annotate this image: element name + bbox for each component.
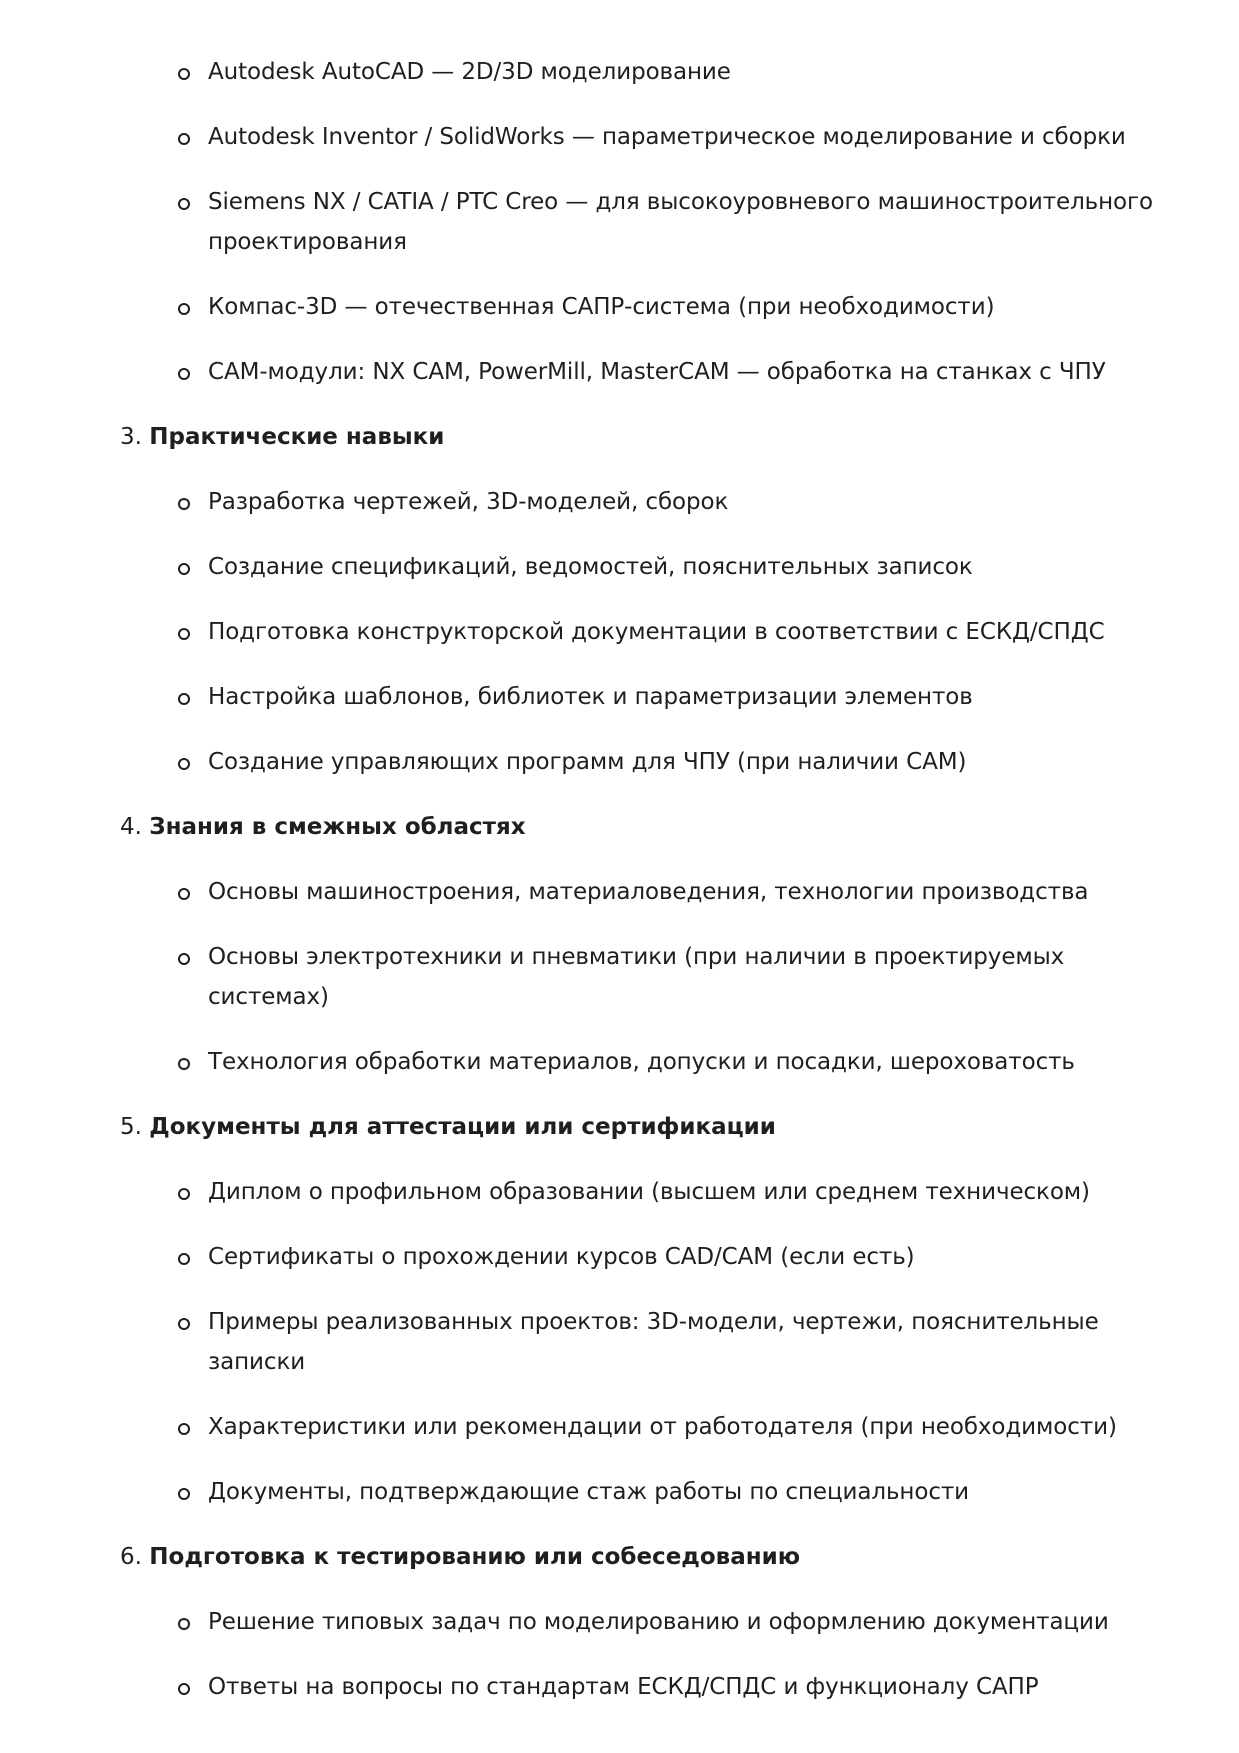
list-item (0, 182, 1239, 262)
list-item-text: Основы электротехники и пневматики (при наличии в проектируемых системах) (208, 944, 1065, 1010)
sub-list (0, 52, 1239, 392)
list-item (0, 1042, 1239, 1082)
circle-bullet-icon (178, 133, 190, 145)
circle-bullet-icon (178, 1618, 190, 1630)
list-item-text: Siemens NX / CATIA / PTC Creo — для высокоуровневого машиностроительного проектирования (208, 189, 1153, 255)
sub-list (0, 1602, 1239, 1707)
list-item-text: Технология обработки материалов, допуски и посадки, шероховатость (208, 1049, 1075, 1075)
circle-bullet-icon (178, 563, 190, 575)
list-item (0, 352, 1239, 392)
list-item-text: Характеристики или рекомендации от работодателя (при необходимости) (208, 1414, 1117, 1440)
section-number: 4. (120, 814, 142, 840)
list-item (0, 547, 1239, 587)
circle-bullet-icon (178, 953, 190, 965)
circle-bullet-icon (178, 498, 190, 510)
circle-bullet-icon (178, 1253, 190, 1265)
circle-bullet-icon (178, 303, 190, 315)
circle-bullet-icon (178, 1318, 190, 1330)
section-number: 3. (120, 424, 142, 450)
list-item (0, 1667, 1239, 1707)
circle-bullet-icon (178, 1188, 190, 1200)
section-title: Документы для аттестации или сертификации (149, 1114, 776, 1140)
list-item-text: Autodesk Inventor / SolidWorks — параметрическое моделирование и сборки (208, 124, 1126, 150)
sub-list (0, 1172, 1239, 1512)
sub-list (0, 482, 1239, 782)
sub-list (0, 872, 1239, 1082)
circle-bullet-icon (178, 693, 190, 705)
list-item (0, 52, 1239, 92)
list-item (0, 1407, 1239, 1447)
list-item-text: Создание спецификаций, ведомостей, пояснительных записок (208, 554, 973, 580)
section-number: 6. (120, 1544, 142, 1570)
list-item-text: Основы машиностроения, материаловедения, технологии производства (208, 879, 1089, 905)
list-item-text: Компас-3D — отечественная САПР-система (при необходимости) (208, 294, 995, 320)
list-item (0, 742, 1239, 782)
circle-bullet-icon (178, 628, 190, 640)
list-item (0, 117, 1239, 157)
circle-bullet-icon (178, 1683, 190, 1695)
list-item-text: Примеры реализованных проектов: 3D-модели, чертежи, пояснительные записки (208, 1309, 1099, 1375)
list-item (0, 872, 1239, 912)
circle-bullet-icon (178, 758, 190, 770)
circle-bullet-icon (178, 68, 190, 80)
list-item-text: Создание управляющих программ для ЧПУ (при наличии CAM) (208, 749, 967, 775)
list-item-text: Сертификаты о прохождении курсов CAD/CAM (если есть) (208, 1244, 915, 1270)
circle-bullet-icon (178, 1423, 190, 1435)
list-item-text: Подготовка конструкторской документации в соответствии с ЕСКД/СПДС (208, 619, 1105, 645)
list-item (0, 482, 1239, 522)
list-item (0, 1472, 1239, 1512)
list-item-text: Документы, подтверждающие стаж работы по специальности (208, 1479, 970, 1505)
section-heading (0, 417, 1239, 457)
list-item (0, 1602, 1239, 1642)
list-item (0, 1237, 1239, 1277)
section-heading (0, 807, 1239, 847)
section-heading (0, 1107, 1239, 1147)
list-item-text: Разработка чертежей, 3D-моделей, сборок (208, 489, 729, 515)
list-item-text: Настройка шаблонов, библиотек и параметризации элементов (208, 684, 973, 710)
section-number: 5. (120, 1114, 142, 1140)
section-title: Практические навыки (149, 424, 445, 450)
circle-bullet-icon (178, 1488, 190, 1500)
list-item (0, 612, 1239, 652)
list-item (0, 937, 1239, 1017)
circle-bullet-icon (178, 368, 190, 380)
list-item (0, 287, 1239, 327)
list-item (0, 677, 1239, 717)
list-item (0, 1302, 1239, 1382)
circle-bullet-icon (178, 1058, 190, 1070)
circle-bullet-icon (178, 198, 190, 210)
section-title: Подготовка к тестированию или собеседованию (149, 1544, 801, 1570)
list-item (0, 1172, 1239, 1212)
list-item-text: CAM-модули: NX CAM, PowerMill, MasterCAM — обработка на станках с ЧПУ (208, 359, 1106, 385)
list-item-text: Ответы на вопросы по стандартам ЕСКД/СПДС и функционалу САПР (208, 1674, 1039, 1700)
section-title: Знания в смежных областях (149, 814, 526, 840)
list-item-text: Autodesk AutoCAD — 2D/3D моделирование (208, 59, 731, 85)
list-item-text: Решение типовых задач по моделированию и оформлению документации (208, 1609, 1109, 1635)
section-heading (0, 1537, 1239, 1577)
circle-bullet-icon (178, 888, 190, 900)
list-item-text: Диплом о профильном образовании (высшем или среднем техническом) (208, 1179, 1090, 1205)
